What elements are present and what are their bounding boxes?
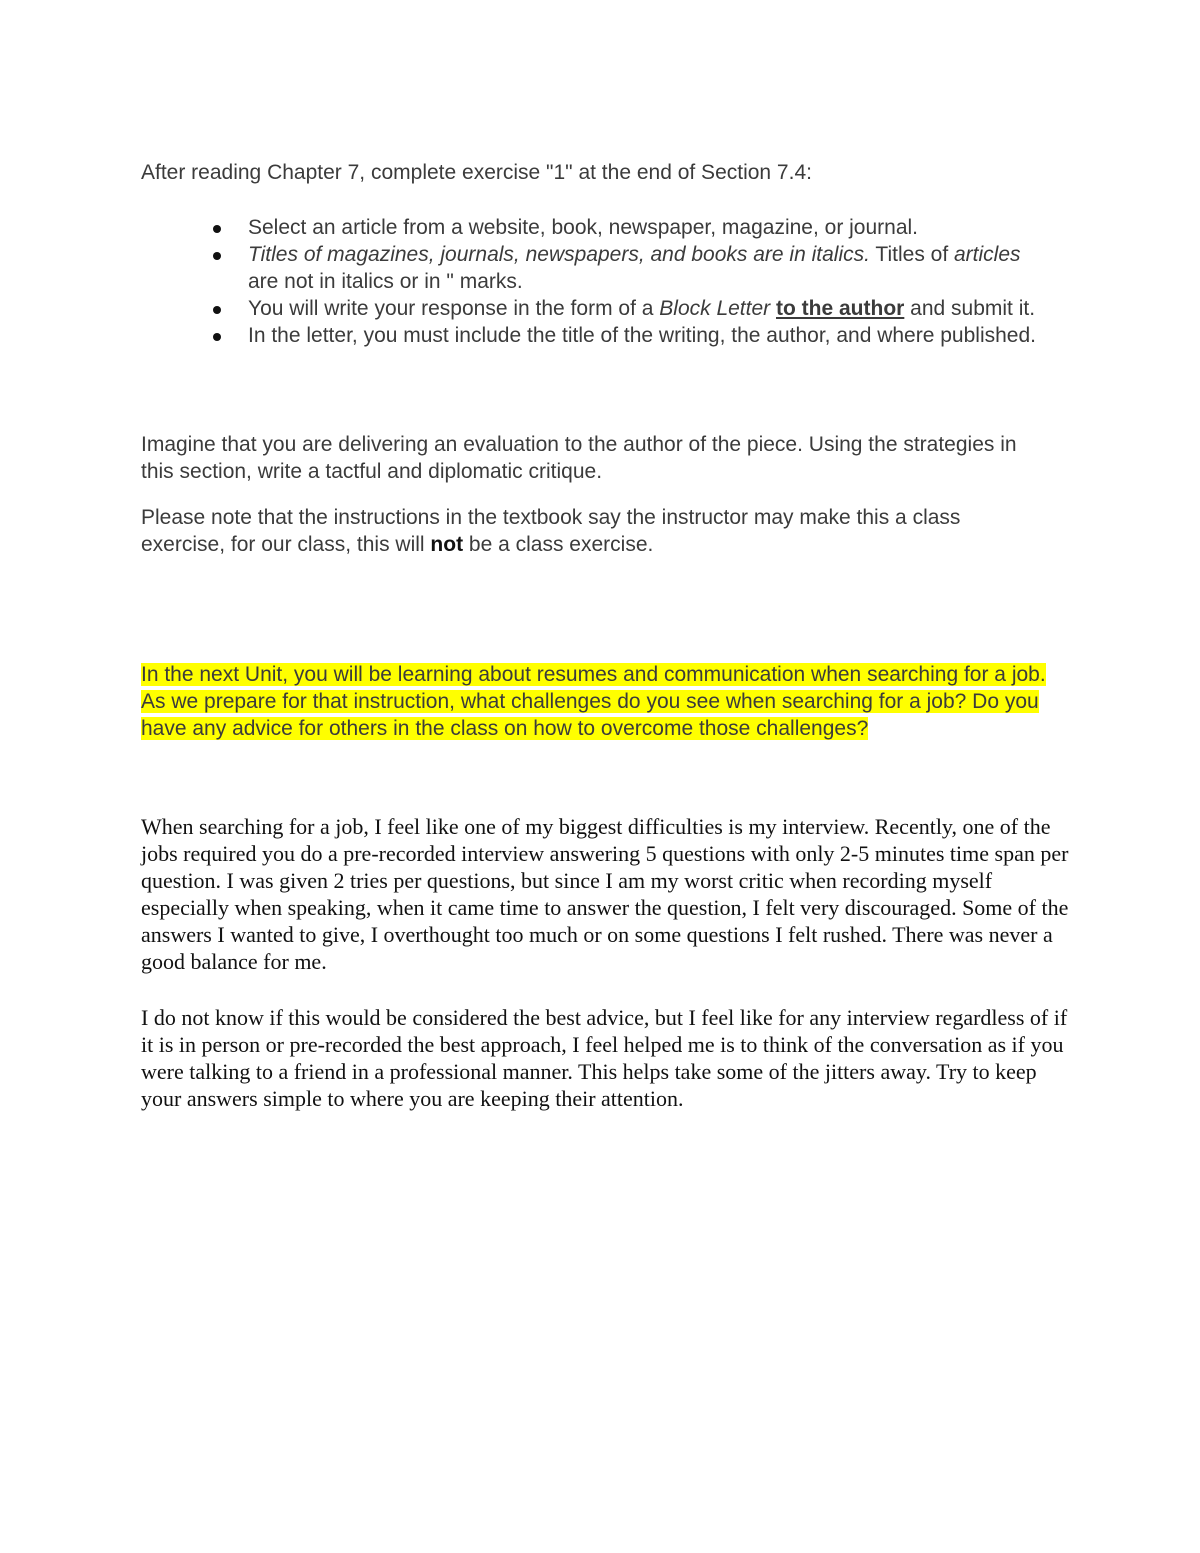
list-item [141,214,1041,241]
bold-text: not [430,533,464,556]
italic-text: articles [954,243,1021,266]
list-item [141,322,1041,349]
bullet-icon [213,306,221,314]
bold-underlined-text: to the author [776,297,905,320]
list-item-text: Titles of magazines, journals, newspapers, and books are in italics. Titles of articles are not in italics or in " marks. [248,243,1021,293]
evaluation-paragraph: Imagine that you are delivering an evaluation to the author of the piece. Using the strategies in this section, write a tactful and diplomatic critique. [141,433,1017,483]
list-item [141,295,1041,322]
instruction-list [141,214,1041,349]
italic-text: Titles of magazines, journals, newspapers, and books are in italics. [248,243,870,266]
list-item-text: You will write your response in the form of a Block Letter to the author and submit it. [248,297,1036,320]
list-item-text: In the letter, you must include the title of the writing, the author, and where published. [248,324,1036,347]
response-paragraph-2: I do not know if this would be considered the best advice, but I feel like for any interview regardless of if it is in person or pre-recorded the best approach, I feel helped me is to think of the conversation as if you were talking to a friend in a professional manner. This helps take some of the jitters away. Try to keep your answers simple to where you are keeping their attention. [141,1005,1068,1111]
italic-text: Block Letter [659,297,771,320]
list-item-text: Select an article from a website, book, newspaper, magazine, or journal. [248,216,919,239]
highlighted-text: In the next Unit, you will be learning about resumes and communication when searching for a job. As we prepare for that instruction, what challenges do you see when searching for a job? Do you have any advice for others in the class on how to overcome those challenges? [141,663,1046,740]
assignment-intro: After reading Chapter 7, complete exercise "1" at the end of Section 7.4: [141,161,812,184]
bullet-icon [213,333,221,341]
bullet-icon [213,252,221,260]
list-item [141,241,1041,295]
discussion-prompt [141,661,1071,742]
bullet-icon [213,225,221,233]
response-paragraph-1: When searching for a job, I feel like one of my biggest difficulties is my interview. Recently, one of the jobs required you do a pre-recorded interview answering 5 questions with only 2-5 minutes time span per question. I was given 2 tries per questions, but since I am my worst critic when recording myself especially when speaking, when it came time to answer the question, I felt very discouraged. Some of the answers I wanted to give, I overthought too much or on some questions I felt rushed. There was never a good balance for me. [141,814,1069,974]
note-paragraph: Please note that the instructions in the textbook say the instructor may make this a class exercise, for our class, this will not be a class exercise. [141,506,961,556]
